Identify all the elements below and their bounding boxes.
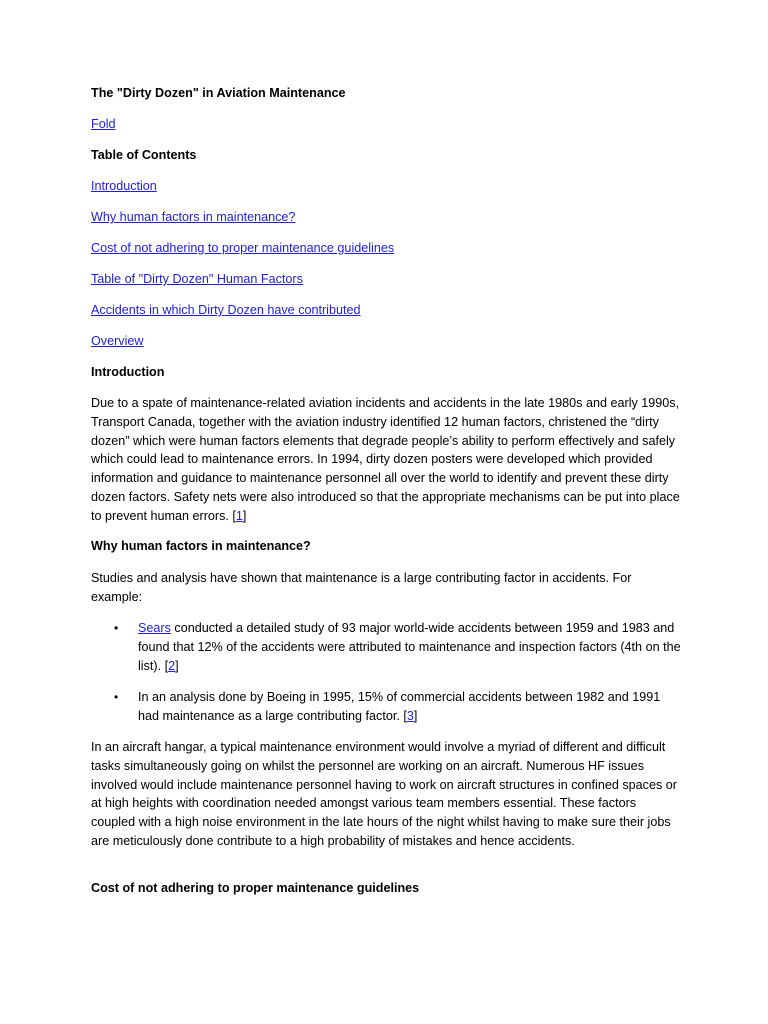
toc-heading: Table of Contents <box>91 148 197 162</box>
toc-link-introduction[interactable]: Introduction <box>91 179 157 193</box>
introduction-text: Due to a spate of maintenance-related aviation incidents and accidents in the late 1980s and early 1990s, Transport Canada, together with the aviation industry identified 12 human factors, christened the “dirty dozen” which were human factors elements that degrade people’s ability to perform effectively and safely which could lead to maintenance errors. In 1994, dirty dozen posters were developed which provided information and guidance to maintenance personnel all over the world to identify and prevent these dirty dozen factors. Safety nets were also introduced so that the appropriate mechanisms can be put into place to prevent human errors. [ <box>91 396 680 523</box>
sears-link[interactable]: Sears <box>138 621 171 635</box>
why-paragraph: Studies and analysis have shown that maintenance is a large contributing factor in accidents. For example: <box>91 571 632 604</box>
list-item <box>91 688 681 728</box>
bullet-text: In an analysis done by Boeing in 1995, 15% of commercial accidents between 1982 and 1991 had maintenance as a large contributing factor. [3] <box>138 690 661 723</box>
toc-link-dirty-dozen-table[interactable]: Table of "Dirty Dozen" Human Factors <box>91 272 303 286</box>
toc-link-cost[interactable]: Cost of not adhering to proper maintenance guidelines <box>91 241 395 255</box>
hangar-paragraph: In an aircraft hangar, a typical maintenance environment would involve a myriad of different and difficult tasks simultaneously going on whilst the personnel are working on an aircraft. Numerous HF issues involved would include maintenance personnel having to work on aircraft structures in confined spaces or at high heights with coordination needed amongst various team members essential. These factors coupled with a high noise environment in the late hours of the night whilst having to make sure their jobs are meticulously done contribute to a high probability of mistakes and hence accidents. <box>91 740 677 848</box>
bullet-text: Sears conducted a detailed study of 93 major world-wide accidents between 1959 and 1983 and found that 12% of the accidents were attributed to maintenance and inspection factors (4th on the list). [2] <box>138 621 681 673</box>
document-title: The "Dirty Dozen" in Aviation Maintenance <box>91 86 346 100</box>
why-heading: Why human factors in maintenance? <box>91 539 311 553</box>
reference-link-2[interactable]: 2 <box>168 659 176 673</box>
bullet-icon: • <box>114 621 119 635</box>
fold-link[interactable]: Fold <box>91 117 116 131</box>
reference-link-1[interactable]: 1 <box>235 508 243 523</box>
introduction-paragraph <box>91 394 681 526</box>
toc-link-why-human-factors[interactable]: Why human factors in maintenance? <box>91 210 296 224</box>
list-item <box>91 619 681 673</box>
reference-close: ] <box>242 508 247 523</box>
toc-link-overview[interactable]: Overview <box>91 334 144 348</box>
bullet-icon: • <box>114 690 119 704</box>
introduction-heading: Introduction <box>91 365 165 379</box>
reference-link-3[interactable]: 3 <box>406 709 414 723</box>
cost-heading: Cost of not adhering to proper maintenance guidelines <box>91 881 420 895</box>
toc-link-accidents[interactable]: Accidents in which Dirty Dozen have contributed <box>91 303 361 317</box>
